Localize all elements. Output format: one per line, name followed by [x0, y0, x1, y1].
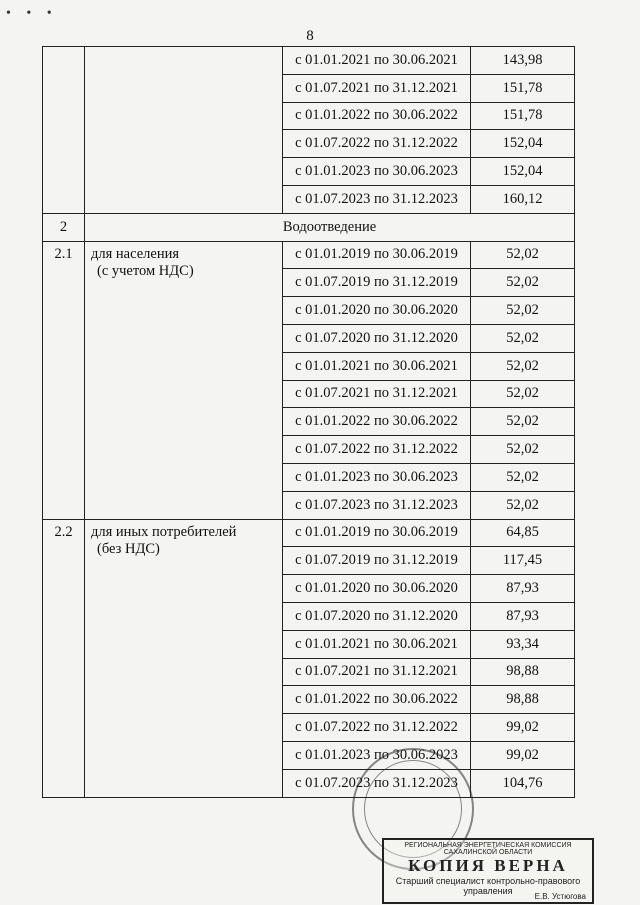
period-cell: с 01.01.2020 по 30.06.2020	[283, 297, 471, 325]
period-cell: с 01.07.2021 по 31.12.2021	[283, 380, 471, 408]
value-cell: 64,85	[471, 519, 575, 547]
period-cell: с 01.01.2022 по 30.06.2022	[283, 408, 471, 436]
description-line-2: (с учетом НДС)	[97, 262, 194, 279]
value-cell: 93,34	[471, 630, 575, 658]
value-cell: 98,88	[471, 686, 575, 714]
period-cell: с 01.07.2023 по 31.12.2023	[283, 769, 471, 797]
description-line-1: для иных потребителей	[91, 523, 237, 540]
value-cell: 87,93	[471, 575, 575, 603]
period-cell: с 01.07.2022 по 31.12.2022	[283, 714, 471, 742]
stamp-org: РЕГИОНАЛЬНАЯ ЭНЕРГЕТИЧЕСКАЯ КОМИССИЯ САХАЛИНСКОЙ ОБЛАСТИ	[404, 842, 572, 856]
tariff-table	[42, 46, 575, 798]
description-line-1: для населения	[91, 245, 180, 262]
number-cell-empty	[43, 47, 85, 214]
group-number: 2.1	[43, 241, 85, 519]
value-cell: 52,02	[471, 436, 575, 464]
period-cell: с 01.07.2019 по 31.12.2019	[283, 269, 471, 297]
table-row	[43, 47, 575, 75]
value-cell: 151,78	[471, 74, 575, 102]
period-cell: с 01.01.2023 по 30.06.2023	[283, 741, 471, 769]
corner-dots: • • •	[6, 6, 58, 21]
period-cell: с 01.07.2023 по 31.12.2023	[283, 185, 471, 213]
table-row	[43, 241, 575, 269]
period-cell: с 01.01.2023 по 30.06.2023	[283, 463, 471, 491]
period-cell: с 01.01.2020 по 30.06.2020	[283, 575, 471, 603]
period-cell: с 01.01.2022 по 30.06.2022	[283, 686, 471, 714]
value-cell: 52,02	[471, 380, 575, 408]
group-description	[85, 241, 283, 519]
description-cell-empty	[85, 47, 283, 214]
value-cell: 87,93	[471, 602, 575, 630]
section-row	[43, 213, 575, 241]
group-number: 2.2	[43, 519, 85, 797]
period-cell: с 01.01.2019 по 30.06.2019	[283, 519, 471, 547]
period-cell: с 01.01.2021 по 30.06.2021	[283, 630, 471, 658]
period-cell: с 01.07.2020 по 31.12.2020	[283, 324, 471, 352]
period-cell: с 01.01.2021 по 30.06.2021	[283, 47, 471, 75]
value-cell: 104,76	[471, 769, 575, 797]
value-cell: 152,04	[471, 158, 575, 186]
section-title: Водоотведение	[85, 213, 575, 241]
value-cell: 52,02	[471, 324, 575, 352]
period-cell: с 01.07.2022 по 31.12.2022	[283, 436, 471, 464]
table-row	[43, 519, 575, 547]
copy-certified-stamp	[382, 838, 594, 904]
value-cell: 99,02	[471, 714, 575, 742]
value-cell: 52,02	[471, 408, 575, 436]
value-cell: 98,88	[471, 658, 575, 686]
period-cell: с 01.01.2019 по 30.06.2019	[283, 241, 471, 269]
value-cell: 143,98	[471, 47, 575, 75]
value-cell: 52,02	[471, 297, 575, 325]
value-cell: 117,45	[471, 547, 575, 575]
period-cell: с 01.07.2021 по 31.12.2021	[283, 658, 471, 686]
period-cell: с 01.01.2022 по 30.06.2022	[283, 102, 471, 130]
period-cell: с 01.07.2022 по 31.12.2022	[283, 130, 471, 158]
description-line-2: (без НДС)	[97, 540, 160, 557]
section-number: 2	[43, 213, 85, 241]
period-cell: с 01.07.2020 по 31.12.2020	[283, 602, 471, 630]
period-cell: с 01.07.2023 по 31.12.2023	[283, 491, 471, 519]
stamp-signer: Е.В. Устюгова	[534, 892, 586, 901]
value-cell: 152,04	[471, 130, 575, 158]
period-cell: с 01.01.2023 по 30.06.2023	[283, 158, 471, 186]
value-cell: 52,02	[471, 269, 575, 297]
period-cell: с 01.01.2021 по 30.06.2021	[283, 352, 471, 380]
stamp-position: Старший специалист контрольно-правового управления	[395, 876, 581, 896]
group-description	[85, 519, 283, 797]
value-cell: 52,02	[471, 491, 575, 519]
page-number: 8	[306, 28, 314, 44]
period-cell: с 01.07.2019 по 31.12.2019	[283, 547, 471, 575]
value-cell: 52,02	[471, 352, 575, 380]
value-cell: 52,02	[471, 241, 575, 269]
stamp-title: КОПИЯ ВЕРНА	[408, 856, 568, 875]
value-cell: 99,02	[471, 741, 575, 769]
value-cell: 160,12	[471, 185, 575, 213]
value-cell: 52,02	[471, 463, 575, 491]
period-cell: с 01.07.2021 по 31.12.2021	[283, 74, 471, 102]
value-cell: 151,78	[471, 102, 575, 130]
